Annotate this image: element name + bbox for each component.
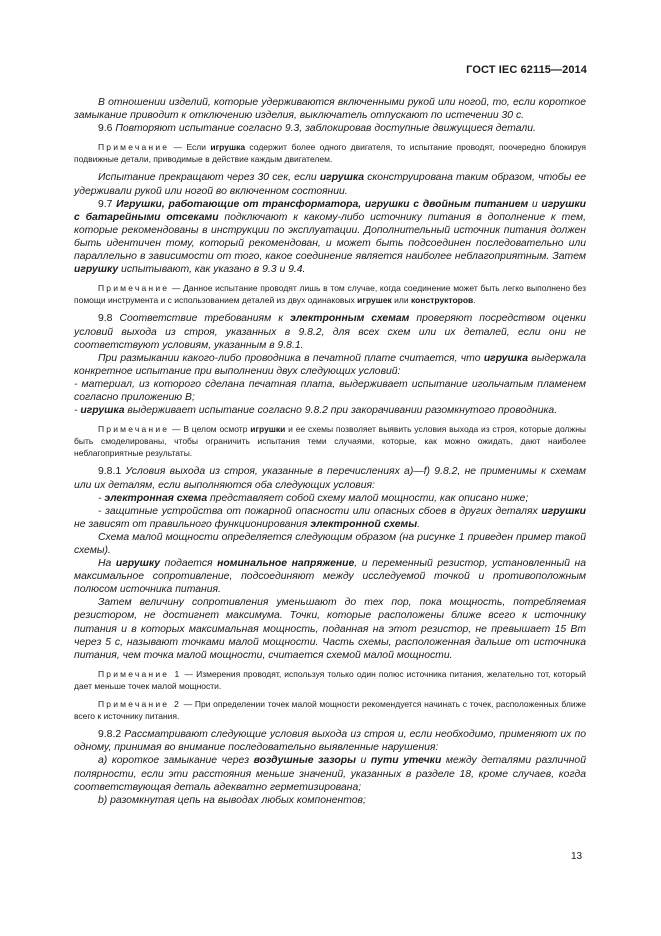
body-paragraph xyxy=(74,171,586,197)
term-bold: номинальное напряжение xyxy=(217,558,355,570)
term-bold: игрушка xyxy=(483,352,528,364)
text-run: выдерживает испытание согласно 9.8.2 при закорачивании разомкнутого проводника. xyxy=(124,405,558,417)
term-bold: электронная схема xyxy=(104,492,208,504)
body-paragraph xyxy=(74,531,586,557)
text-run: - xyxy=(98,492,105,504)
note-paragraph xyxy=(74,423,586,459)
term-bold: игрушки с батарейными отсеками xyxy=(74,198,586,223)
text-run: подключают к какому-либо источнику питания в дополнение к тем, которые рекомендованы в инструкции по эксплуатации. Дополнительный источник питания должен быть идентичен тому, который рекомендован, и может быть подсоединен последовательно или параллельно в зависимости от того, какое соединение является наиболее неблагоприятным. Затем xyxy=(74,211,587,263)
text-run: — В целом осмотр xyxy=(169,424,251,435)
body-paragraph xyxy=(74,198,586,277)
text-run: Рассматривают следующие условия выхода из строя и, если необходимо, применяют их по одному, принимая во внимание последовательно выявленные нарушения: xyxy=(74,729,586,754)
body-paragraph xyxy=(74,96,586,122)
standard-header: ГОСТ IEC 62115—2014 xyxy=(466,64,587,76)
note-paragraph xyxy=(74,698,586,722)
term-bold: конструкторов xyxy=(411,295,474,306)
text-run: Испытание прекращают через 30 сек, если xyxy=(98,172,320,184)
text-run: — Данное испытание проводят лишь в том случае, когда соединение может быть легко выполнено без помощи инструмента и с использованием деталей из двух одинаковых xyxy=(74,283,586,306)
body-paragraph xyxy=(74,312,586,351)
body-paragraph xyxy=(74,505,586,531)
note-paragraph xyxy=(74,282,586,306)
text-run: или xyxy=(391,295,411,306)
term-bold: электронным схемам xyxy=(290,313,410,325)
text-run: подается xyxy=(160,558,218,570)
text-run: Затем величину сопротивления уменьшают до тех пор, пока мощность, потребляемая резистором, не достигнет максимума. Точки, которые расположены ближе всего к источнику питания и в которых максимальная мощность, поданная на этот резистор, не превышает 15 Вт через 5 с, называют точками малой мощности. Часть схемы, расположенная дальше от источника питания, чем точка малой мощности, считается схемой малой мощности. xyxy=(74,597,586,661)
text-run: Повторяют испытание согласно 9.3, заблокировав доступные движущиеся детали. xyxy=(115,123,536,135)
text-run: испытывают, как указано в 9.3 и 9.4. xyxy=(118,264,306,276)
text-run: a) короткое замыкание через xyxy=(98,755,254,767)
text-run: содержит более одного двигателя, то испытание проводят, поочередно блокируя подвижные детали, приводимые в действие каждым двигателем. xyxy=(74,142,587,165)
note-paragraph xyxy=(74,141,586,165)
clause-number: 9.8.2 xyxy=(98,729,125,741)
note-label: Примечание xyxy=(98,283,170,294)
clause-number: 9.6 xyxy=(98,123,116,135)
text-run: сконструирована таким образом, чтобы ее удерживали рукой или ногой во включенном состоянии. xyxy=(74,172,586,197)
note-label: Примечание xyxy=(98,424,170,435)
term-bold: электронной схемы xyxy=(310,518,418,530)
term-bold: пути утечки xyxy=(370,755,442,767)
note-paragraph xyxy=(74,668,586,692)
note-label: Примечание xyxy=(98,142,170,153)
text-run: Схема малой мощности определяется следующим образом (на рисунке 1 приведен пример такой схемы). xyxy=(74,531,586,556)
term-bold: игрушка xyxy=(80,405,125,417)
body-paragraph xyxy=(74,754,586,793)
text-run: b) разомкнутая цепь на выводах любых компонентов; xyxy=(98,794,366,806)
text-run: - материал, из которого сделана печатная плата, выдерживает испытание игольчатым пламенем согласно приложению B; xyxy=(74,378,586,403)
body-paragraph xyxy=(74,378,586,404)
text-run: - xyxy=(74,405,81,417)
body-paragraph xyxy=(74,122,586,135)
text-run: Соответствие требованиям к xyxy=(119,313,291,325)
text-run: Условия выхода из строя, указанные в перечислениях a)—f) 9.8.2, не применимы к схемам или их деталям, если выполняются оба следующих условия: xyxy=(74,466,586,491)
text-run: и xyxy=(528,198,542,210)
text-run: — При определении точек малой мощности рекомендуется начинать с точек, расположенных ближе всего к источнику питания. xyxy=(74,699,586,722)
text-run: При размыкании какого-либо проводника в печатной плате считается, что xyxy=(98,352,484,364)
note-label: Примечание 1 xyxy=(98,668,182,679)
term-bold: игрушек xyxy=(357,295,392,306)
note-label: Примечание 2 xyxy=(98,699,182,710)
body-paragraph xyxy=(74,352,586,378)
text-run: представляет собой схему малой мощности, как описано ниже; xyxy=(207,492,529,504)
text-run: и ее схемы позволяет выявить условия выхода из строя, которые должны быть смоделированы, чтобы ограничить испытания теми случаями, которые, как можно ожидать, дают наиболее неблагоприятные результаты. xyxy=(74,424,586,459)
clause-number: 9.8.1 xyxy=(98,466,126,478)
body-paragraph xyxy=(74,596,586,661)
text-run: проверяют посредством оценки условий выхода из строя, указанных в 9.8.2, для всех схем или их деталей, если они не соответствуют условиям, указанным в 9.8.1. xyxy=(74,313,586,351)
text-run: - защитные устройства от пожарной опасности или опасных сбоев в других деталях xyxy=(98,505,542,517)
term-bold: игрушки xyxy=(541,505,586,517)
text-run: . xyxy=(473,295,476,306)
clause-number: 9.8 xyxy=(98,313,120,325)
text-run: . xyxy=(417,518,420,530)
text-run: — Если xyxy=(169,142,211,153)
body-paragraph xyxy=(74,465,586,491)
text-run: На xyxy=(98,558,116,570)
term-bold: игрушку xyxy=(74,264,119,276)
term-bold: игрушка xyxy=(210,142,246,153)
term-bold: игрушку xyxy=(115,558,161,570)
page-number: 13 xyxy=(571,851,583,862)
clause-number: 9.7 xyxy=(98,198,117,210)
term-bold: воздушные зазоры xyxy=(253,755,356,767)
body-paragraph xyxy=(74,728,586,754)
text-run: выдержала конкретное испытание при выполнении двух следующих условий: xyxy=(74,352,587,377)
body-paragraph xyxy=(74,557,586,596)
term-bold: игрушка xyxy=(319,172,365,184)
text-run: — Измерения проводят, используя только один полюс источника питания, желательно тот, который дает меньше точек малой мощности. xyxy=(74,668,586,691)
body-paragraph xyxy=(74,492,586,505)
text-run: В отношении изделий, которые удерживаются включенными рукой или ногой, то, если короткое замыкание приводит к отключению изделия, выключатель отпускают по истечении 30 с. xyxy=(74,97,586,122)
body-paragraph xyxy=(74,794,586,807)
term-bold: Игрушки, работающие от трансформатора, игрушки с двойным питанием xyxy=(116,198,529,210)
text-run: и xyxy=(355,755,371,767)
text-run: , и переменный резистор, установленный на максимальное сопротивление, подсоединяют между исследуемой точкой и противоположным полюсом источника питания. xyxy=(74,558,586,596)
document-body xyxy=(74,96,586,807)
text-run: между деталями различной полярности, если эти расстояния меньше значений, указанных в разделе 18, кроме случаев, когда соответствующая деталь адекватно герметизирована; xyxy=(74,755,586,793)
body-paragraph xyxy=(74,404,586,417)
term-bold: игрушки xyxy=(250,424,286,435)
text-run: не зависят от правильного функционирования xyxy=(74,518,311,530)
